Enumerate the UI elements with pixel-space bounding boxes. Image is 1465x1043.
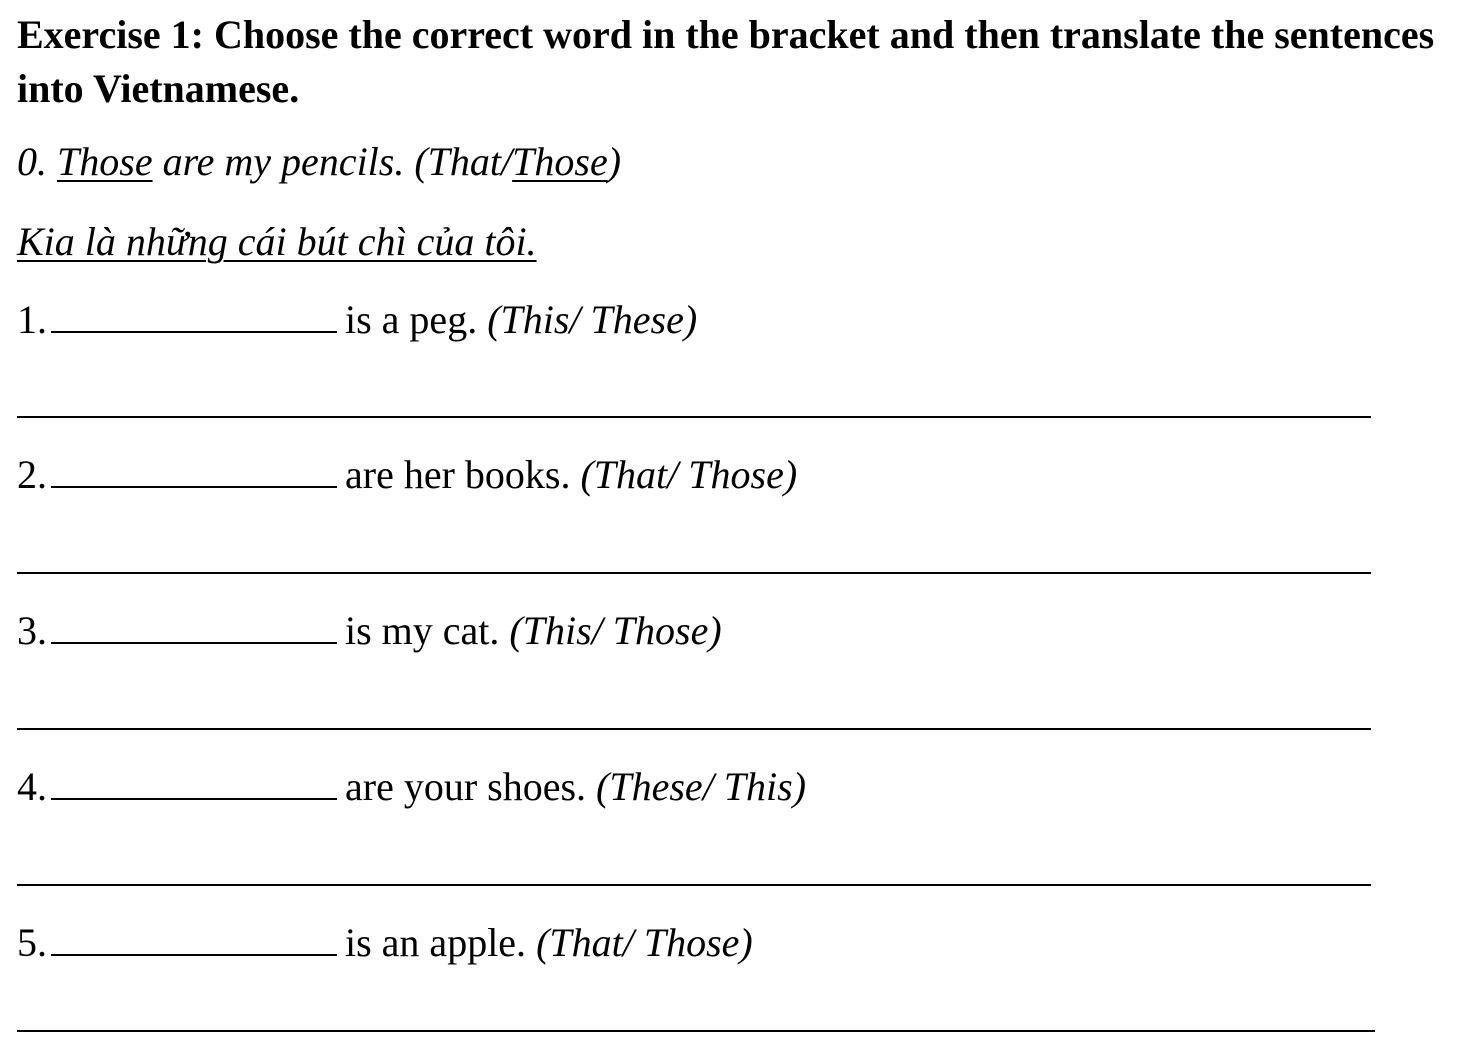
example-options-answer: Those — [512, 139, 608, 184]
item-sentence: is my cat. — [345, 608, 500, 653]
item-sentence: are your shoes. — [345, 764, 587, 809]
example-options-close: ) — [607, 139, 622, 184]
translation-answer-line[interactable] — [17, 1030, 1375, 1032]
example-sentence — [17, 138, 621, 186]
example-translation: Kia là những cái bút chì của tôi. — [17, 219, 537, 264]
fill-in-blank[interactable] — [51, 764, 337, 800]
fill-in-blank[interactable] — [51, 608, 337, 644]
item-sentence: is a peg. — [345, 297, 478, 342]
fill-in-blank[interactable] — [51, 920, 337, 956]
exercise-item-5 — [17, 919, 753, 967]
example-answer: Those — [57, 139, 153, 184]
fill-in-blank[interactable] — [51, 297, 337, 333]
example-options-open: (That/ — [414, 139, 513, 184]
item-sentence: is an apple. — [345, 920, 527, 965]
item-options: (That/ Those) — [580, 452, 798, 497]
fill-in-blank[interactable] — [51, 452, 337, 488]
item-number: 2. — [17, 452, 47, 497]
exercise-item-1 — [17, 296, 697, 344]
translation-answer-line[interactable] — [17, 884, 1371, 886]
item-number: 1. — [17, 297, 47, 342]
exercise-item-4 — [17, 763, 806, 811]
example-number: 0. — [17, 139, 47, 184]
example-rest: are my pencils. — [162, 139, 405, 184]
item-number: 3. — [17, 608, 47, 653]
item-sentence: are her books. — [345, 452, 571, 497]
item-options: (These/ This) — [596, 764, 807, 809]
item-options: (This/ These) — [487, 297, 698, 342]
item-options: (This/ Those) — [509, 608, 722, 653]
item-number: 5. — [17, 920, 47, 965]
translation-answer-line[interactable] — [17, 572, 1371, 574]
exercise-item-3 — [17, 607, 722, 655]
item-number: 4. — [17, 764, 47, 809]
translation-answer-line[interactable] — [17, 728, 1371, 730]
exercise-item-2 — [17, 451, 797, 499]
item-options: (That/ Those) — [536, 920, 753, 965]
translation-answer-line[interactable] — [17, 416, 1371, 418]
exercise-title: Exercise 1: Choose the correct word in the bracket and then translate the sentences into Vietnamese. — [17, 12, 1435, 111]
